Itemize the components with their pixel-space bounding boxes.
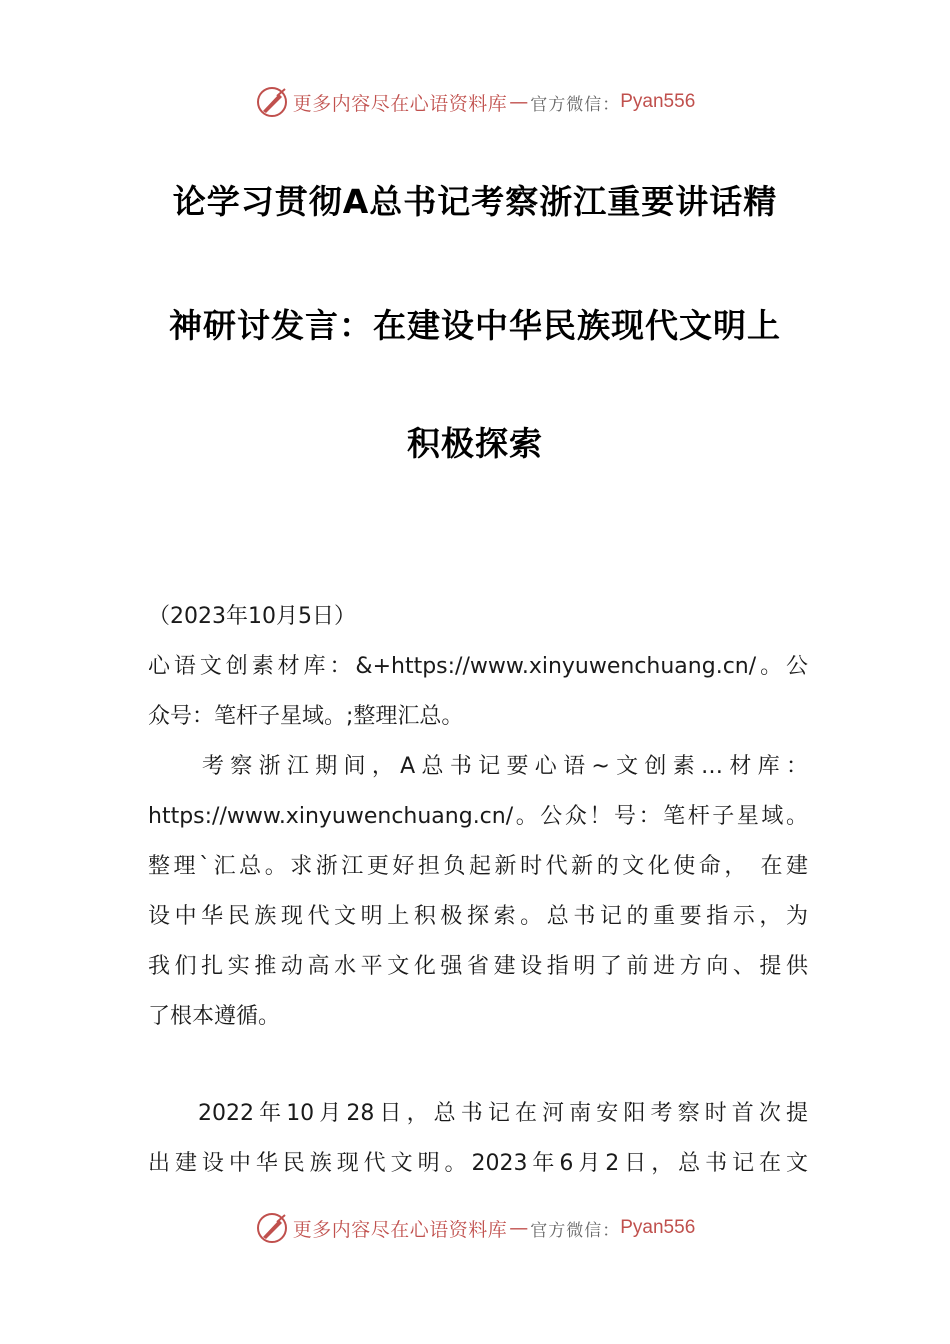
watermark-text: 更多内容尽在心语资料库	[292, 92, 508, 115]
watermark-sub: 官方微信：	[530, 1220, 621, 1241]
watermark-id: Pyan556	[620, 1217, 696, 1238]
body-line: 心语文创素材库：&+https://www.xinyuwenchuang.cn/。公	[148, 654, 808, 679]
title-line-2: 神研讨发言：在建设中华民族现代文明上	[169, 306, 781, 345]
footer-watermark	[0, 1208, 950, 1248]
header-watermark	[0, 82, 950, 122]
quill-logo-icon	[255, 85, 289, 119]
watermark-sub: 官方微信：	[530, 94, 621, 115]
body-line: 我们扎实推动高水平文化强省建设指明了前进方向、提供	[148, 954, 808, 979]
body-line: 考察浙江期间，A总书记要心语~文创素…材库：	[202, 754, 808, 779]
date-line: （2023年10月5日）	[148, 604, 356, 629]
body-line: 众号：笔杆子星域。;整理汇总。	[148, 704, 464, 729]
body-line: https://www.xinyuwenchuang.cn/。公众！号：笔杆子星域。	[148, 804, 808, 829]
watermark-dash: —	[509, 1217, 529, 1239]
body-line: 了根本遵循。	[148, 1004, 281, 1029]
body-line: 整理`汇总。求浙江更好担负起新时代新的文化使命， 在建	[148, 854, 808, 879]
watermark-id: Pyan556	[620, 91, 696, 112]
title-line-3: 积极探索	[407, 424, 543, 463]
quill-logo-icon	[255, 1211, 289, 1245]
body-line: 2022年10月28日，总书记在河南安阳考察时首次提	[198, 1101, 808, 1126]
body-line: 设中华民族现代文明上积极探索。总书记的重要指示，为	[148, 904, 808, 929]
body-line: 出建设中华民族现代文明。2023年6月2日，总书记在文	[148, 1151, 808, 1176]
watermark-dash: —	[509, 91, 529, 113]
title-line-1: 论学习贯彻A总书记考察浙江重要讲话精	[172, 182, 778, 221]
watermark-text: 更多内容尽在心语资料库	[292, 1218, 508, 1241]
